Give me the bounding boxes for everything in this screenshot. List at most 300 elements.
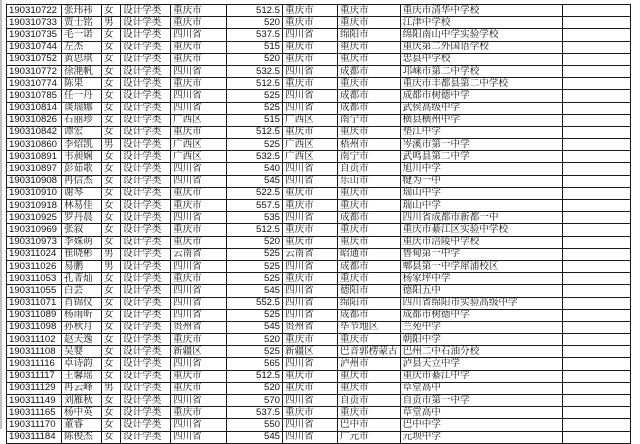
province-cell: 四川省 xyxy=(283,212,338,224)
school-name-cell: 重庆市綦江区实验中学校 xyxy=(400,224,562,236)
origin-province-cell: 重庆市 xyxy=(171,126,227,138)
city-cell: 成都市 xyxy=(338,309,401,321)
student-name-cell: 肖锦仪 xyxy=(62,297,102,309)
school-name-cell: 重庆第二外国语学校 xyxy=(400,41,562,53)
empty-cell xyxy=(562,200,630,212)
school-name-cell: 杨家坪中学 xyxy=(400,273,562,285)
student-id-cell: 190310814 xyxy=(7,102,62,114)
table-row xyxy=(7,151,631,163)
school-name-cell: 忠县中学校 xyxy=(400,53,562,65)
origin-province-cell: 重庆市 xyxy=(171,41,227,53)
origin-province-cell: 重庆市 xyxy=(171,382,227,394)
score-cell: 520 xyxy=(227,382,283,394)
score-cell: 537.5 xyxy=(227,29,283,41)
origin-province-cell: 四川省 xyxy=(171,419,227,431)
province-cell: 重庆市 xyxy=(283,273,338,285)
school-name-cell: 重庆市綦江中学 xyxy=(400,370,562,382)
student-id-cell: 190310918 xyxy=(7,200,62,212)
gender-cell: 女 xyxy=(102,41,121,53)
empty-cell xyxy=(562,382,630,394)
gender-cell: 女 xyxy=(102,370,121,382)
table-row xyxy=(7,53,631,65)
origin-province-cell: 重庆市 xyxy=(171,236,227,248)
empty-cell xyxy=(562,321,630,333)
student-id-cell: 190310735 xyxy=(7,29,62,41)
empty-cell xyxy=(562,273,630,285)
table-row xyxy=(7,358,631,370)
admission-roster-table xyxy=(6,4,631,444)
city-cell: 成都市 xyxy=(338,212,401,224)
table-row xyxy=(7,114,631,126)
score-cell: 565 xyxy=(227,358,283,370)
student-id-cell: 190310785 xyxy=(7,90,62,102)
province-cell: 贵州省 xyxy=(283,321,338,333)
province-cell: 重庆市 xyxy=(283,53,338,65)
empty-cell xyxy=(562,358,630,370)
table-row xyxy=(7,200,631,212)
student-id-cell: 190310908 xyxy=(7,175,62,187)
origin-province-cell: 重庆市 xyxy=(171,78,227,90)
origin-province-cell: 重庆市 xyxy=(171,5,227,17)
student-name-cell: 谭宏 xyxy=(62,126,102,138)
school-name-cell: 郫县第一中学犀浦校区 xyxy=(400,260,562,272)
city-cell: 重庆市 xyxy=(338,78,401,90)
major-category-cell: 设计学类 xyxy=(121,114,171,126)
origin-province-cell: 四川省 xyxy=(171,102,227,114)
student-id-cell: 190311026 xyxy=(7,260,62,272)
score-cell: 532.5 xyxy=(227,151,283,163)
empty-cell xyxy=(562,78,630,90)
origin-province-cell: 四川省 xyxy=(171,285,227,297)
major-category-cell: 设计学类 xyxy=(121,53,171,65)
province-cell: 重庆市 xyxy=(283,236,338,248)
school-name-cell: 成都市树德中学 xyxy=(400,309,562,321)
gender-cell: 女 xyxy=(102,78,121,90)
score-cell: 525 xyxy=(227,346,283,358)
empty-cell xyxy=(562,309,630,321)
student-name-cell: 陈俊杰 xyxy=(62,431,102,443)
empty-cell xyxy=(562,114,630,126)
city-cell: 德阳市 xyxy=(338,285,401,297)
province-cell: 四川省 xyxy=(283,90,338,102)
student-id-cell: 190310973 xyxy=(7,236,62,248)
province-cell: 重庆市 xyxy=(283,382,338,394)
table-row xyxy=(7,382,631,394)
origin-province-cell: 新疆区 xyxy=(171,346,227,358)
student-name-cell: 白芸 xyxy=(62,285,102,297)
province-cell: 四川省 xyxy=(283,431,338,443)
gender-cell: 女 xyxy=(102,5,121,17)
student-name-cell: 石丽珍 xyxy=(62,114,102,126)
major-category-cell: 设计学类 xyxy=(121,407,171,419)
empty-cell xyxy=(562,419,630,431)
origin-province-cell: 重庆市 xyxy=(171,224,227,236)
score-cell: 540 xyxy=(227,163,283,175)
gender-cell: 女 xyxy=(102,224,121,236)
school-name-cell: 四川省绵阳市实验高级中学 xyxy=(400,297,562,309)
origin-province-cell: 重庆市 xyxy=(171,334,227,346)
student-name-cell: 张玮祎 xyxy=(62,5,102,17)
table-row xyxy=(7,29,631,41)
score-cell: 520 xyxy=(227,17,283,29)
school-name-cell: 德阳五中 xyxy=(400,285,562,297)
city-cell: 重庆市 xyxy=(338,370,401,382)
empty-cell xyxy=(562,334,630,346)
score-cell: 535 xyxy=(227,212,283,224)
school-name-cell: 自贡市第一中学 xyxy=(400,395,562,407)
origin-province-cell: 四川省 xyxy=(171,358,227,370)
school-name-cell: 重庆市清华中学校 xyxy=(400,5,562,17)
gender-cell: 女 xyxy=(102,309,121,321)
province-cell: 重庆市 xyxy=(283,370,338,382)
student-name-cell: 孙秋月 xyxy=(62,321,102,333)
table-row xyxy=(7,187,631,199)
table-row xyxy=(7,90,631,102)
student-name-cell: 孔菁灿 xyxy=(62,273,102,285)
student-id-cell: 190311053 xyxy=(7,273,62,285)
province-cell: 重庆市 xyxy=(283,407,338,419)
table-row xyxy=(7,419,631,431)
student-name-cell: 吴婴 xyxy=(62,346,102,358)
major-category-cell: 设计学类 xyxy=(121,139,171,151)
province-cell: 重庆市 xyxy=(283,126,338,138)
origin-province-cell: 四川省 xyxy=(171,260,227,272)
province-cell: 重庆市 xyxy=(283,224,338,236)
table-row xyxy=(7,321,631,333)
province-cell: 四川省 xyxy=(283,309,338,321)
student-name-cell: 董睿 xyxy=(62,419,102,431)
gender-cell: 女 xyxy=(102,65,121,77)
school-name-cell: 泸县天立中学 xyxy=(400,358,562,370)
score-cell: 525 xyxy=(227,273,283,285)
score-cell: 512.5 xyxy=(227,370,283,382)
major-category-cell: 设计学类 xyxy=(121,163,171,175)
gender-cell: 女 xyxy=(102,126,121,138)
table-row xyxy=(7,407,631,419)
gender-cell: 女 xyxy=(102,187,121,199)
major-category-cell: 设计学类 xyxy=(121,212,171,224)
city-cell: 成都市 xyxy=(338,102,401,114)
province-cell: 广西区 xyxy=(283,114,338,126)
student-id-cell: 190311071 xyxy=(7,297,62,309)
gender-cell: 女 xyxy=(102,273,121,285)
student-name-cell: 韦昶娴 xyxy=(62,151,102,163)
city-cell: 自贡市 xyxy=(338,163,401,175)
score-cell: 525 xyxy=(227,90,283,102)
province-cell: 四川省 xyxy=(283,29,338,41)
city-cell: 重庆市 xyxy=(338,41,401,53)
empty-cell xyxy=(562,407,630,419)
student-name-cell: 谈瑞娜 xyxy=(62,102,102,114)
table-row xyxy=(7,5,631,17)
empty-cell xyxy=(562,212,630,224)
major-category-cell: 设计学类 xyxy=(121,358,171,370)
empty-cell xyxy=(562,29,630,41)
city-cell: 南宁市 xyxy=(338,114,401,126)
student-id-cell: 190310891 xyxy=(7,151,62,163)
origin-province-cell: 广西区 xyxy=(171,139,227,151)
gender-cell: 女 xyxy=(102,395,121,407)
province-cell: 重庆市 xyxy=(283,334,338,346)
origin-province-cell: 广西区 xyxy=(171,151,227,163)
student-id-cell: 190310842 xyxy=(7,126,62,138)
score-cell: 525 xyxy=(227,260,283,272)
school-name-cell: 垫江中学 xyxy=(400,126,562,138)
empty-cell xyxy=(562,431,630,443)
score-cell: 525 xyxy=(227,248,283,260)
student-id-cell: 190310752 xyxy=(7,53,62,65)
school-name-cell: 元坝中学 xyxy=(400,431,562,443)
major-category-cell: 设计学类 xyxy=(121,126,171,138)
table-row xyxy=(7,163,631,175)
origin-province-cell: 四川省 xyxy=(171,163,227,175)
school-name-cell: 绵阳南山中学实验学校 xyxy=(400,29,562,41)
empty-cell xyxy=(562,126,630,138)
student-id-cell: 190310826 xyxy=(7,114,62,126)
empty-cell xyxy=(562,90,630,102)
city-cell: 重庆市 xyxy=(338,17,401,29)
student-name-cell: 毛一诺 xyxy=(62,29,102,41)
table-row xyxy=(7,78,631,90)
province-cell: 重庆市 xyxy=(283,17,338,29)
student-id-cell: 190311184 xyxy=(7,431,62,443)
score-cell: 520 xyxy=(227,53,283,65)
origin-province-cell: 四川省 xyxy=(171,175,227,187)
table-row xyxy=(7,17,631,29)
school-name-cell: 瑞山中学 xyxy=(400,200,562,212)
gender-cell: 女 xyxy=(102,407,121,419)
student-name-cell: 彭茹歌 xyxy=(62,163,102,175)
table-row xyxy=(7,224,631,236)
score-cell: 570 xyxy=(227,395,283,407)
empty-cell xyxy=(562,102,630,114)
origin-province-cell: 四川省 xyxy=(171,309,227,321)
province-cell: 四川省 xyxy=(283,102,338,114)
province-cell: 重庆市 xyxy=(283,41,338,53)
school-name-cell: 巴州二中石油分校 xyxy=(400,346,562,358)
student-name-cell: 贾士铭 xyxy=(62,17,102,29)
province-cell: 四川省 xyxy=(283,260,338,272)
student-id-cell: 190311170 xyxy=(7,419,62,431)
province-cell: 四川省 xyxy=(283,285,338,297)
score-cell: 525 xyxy=(227,309,283,321)
student-id-cell: 190311116 xyxy=(7,358,62,370)
student-name-cell: 林易佳 xyxy=(62,200,102,212)
major-category-cell: 设计学类 xyxy=(121,248,171,260)
province-cell: 四川省 xyxy=(283,163,338,175)
major-category-cell: 设计学类 xyxy=(121,151,171,163)
origin-province-cell: 云南省 xyxy=(171,248,227,260)
province-cell: 重庆市 xyxy=(283,200,338,212)
student-id-cell: 190311117 xyxy=(7,370,62,382)
empty-cell xyxy=(562,53,630,65)
score-cell: 512.5 xyxy=(227,78,283,90)
city-cell: 重庆市 xyxy=(338,224,401,236)
table-row xyxy=(7,248,631,260)
empty-cell xyxy=(562,395,630,407)
empty-cell xyxy=(562,370,630,382)
empty-cell xyxy=(562,41,630,53)
school-name-cell: 重庆市涪陵中学校 xyxy=(400,236,562,248)
origin-province-cell: 四川省 xyxy=(171,297,227,309)
gender-cell: 女 xyxy=(102,236,121,248)
city-cell: 重庆市 xyxy=(338,273,401,285)
student-name-cell: 李炤凯 xyxy=(62,139,102,151)
student-id-cell: 190311055 xyxy=(7,285,62,297)
page-edge xyxy=(0,0,2,429)
school-name-cell: 四川省成都市新都一中 xyxy=(400,212,562,224)
score-cell: 515 xyxy=(227,114,283,126)
gender-cell: 女 xyxy=(102,346,121,358)
table-row xyxy=(7,309,631,321)
gender-cell: 女 xyxy=(102,321,121,333)
origin-province-cell: 四川省 xyxy=(171,212,227,224)
gender-cell: 女 xyxy=(102,175,121,187)
province-cell: 重庆市 xyxy=(283,187,338,199)
city-cell: 昭通市 xyxy=(338,248,401,260)
student-name-cell: 杨雨昕 xyxy=(62,309,102,321)
city-cell: 乐山市 xyxy=(338,175,401,187)
student-id-cell: 190311149 xyxy=(7,395,62,407)
student-id-cell: 190310772 xyxy=(7,65,62,77)
table-row xyxy=(7,297,631,309)
gender-cell: 女 xyxy=(102,285,121,297)
school-name-cell: 重庆市丰都县第二中学校 xyxy=(400,78,562,90)
student-name-cell: 崔晓彬 xyxy=(62,248,102,260)
city-cell: 巴音郭楞蒙古 xyxy=(338,346,401,358)
province-cell: 云南省 xyxy=(283,248,338,260)
empty-cell xyxy=(562,248,630,260)
empty-cell xyxy=(562,5,630,17)
gender-cell: 女 xyxy=(102,53,121,65)
origin-province-cell: 四川省 xyxy=(171,395,227,407)
major-category-cell: 设计学类 xyxy=(121,5,171,17)
empty-cell xyxy=(562,65,630,77)
student-name-cell: 冉信杰 xyxy=(62,175,102,187)
student-id-cell: 190310722 xyxy=(7,5,62,17)
origin-province-cell: 重庆市 xyxy=(171,200,227,212)
empty-cell xyxy=(562,187,630,199)
gender-cell: 女 xyxy=(102,358,121,370)
student-name-cell: 罗丹晨 xyxy=(62,212,102,224)
student-name-cell: 黄思琪 xyxy=(62,53,102,65)
score-cell: 520 xyxy=(227,236,283,248)
empty-cell xyxy=(562,346,630,358)
table-row xyxy=(7,285,631,297)
school-name-cell: 朝阳中学 xyxy=(400,334,562,346)
empty-cell xyxy=(562,236,630,248)
empty-cell xyxy=(562,175,630,187)
student-id-cell: 190310860 xyxy=(7,139,62,151)
province-cell: 广西区 xyxy=(283,151,338,163)
school-name-cell: 成都市树德中学 xyxy=(400,90,562,102)
school-name-cell: 犍为一中 xyxy=(400,175,562,187)
city-cell: 重庆市 xyxy=(338,53,401,65)
score-cell: 532.5 xyxy=(227,65,283,77)
city-cell: 重庆市 xyxy=(338,334,401,346)
school-name-cell: 横县横州中学 xyxy=(400,114,562,126)
major-category-cell: 设计学类 xyxy=(121,29,171,41)
empty-cell xyxy=(562,139,630,151)
score-cell: 545 xyxy=(227,175,283,187)
major-category-cell: 设计学类 xyxy=(121,65,171,77)
city-cell: 南宁市 xyxy=(338,151,401,163)
major-category-cell: 设计学类 xyxy=(121,321,171,333)
score-cell: 545 xyxy=(227,321,283,333)
city-cell: 绵阳市 xyxy=(338,29,401,41)
major-category-cell: 设计学类 xyxy=(121,431,171,443)
school-name-cell: 鲁甸第一中学 xyxy=(400,248,562,260)
score-cell: 545 xyxy=(227,431,283,443)
city-cell: 毕节地区 xyxy=(338,321,401,333)
student-id-cell: 190311102 xyxy=(7,334,62,346)
major-category-cell: 设计学类 xyxy=(121,236,171,248)
major-category-cell: 设计学类 xyxy=(121,419,171,431)
major-category-cell: 设计学类 xyxy=(121,200,171,212)
table-row xyxy=(7,273,631,285)
city-cell: 自贡市 xyxy=(338,395,401,407)
gender-cell: 女 xyxy=(102,212,121,224)
table-row xyxy=(7,431,631,443)
city-cell: 成都市 xyxy=(338,260,401,272)
score-cell: 537.5 xyxy=(227,407,283,419)
student-name-cell: 陈果 xyxy=(62,78,102,90)
major-category-cell: 设计学类 xyxy=(121,395,171,407)
table-row xyxy=(7,126,631,138)
origin-province-cell: 重庆市 xyxy=(171,17,227,29)
major-category-cell: 设计学类 xyxy=(121,334,171,346)
city-cell: 重庆市 xyxy=(338,126,401,138)
table-row xyxy=(7,212,631,224)
gender-cell: 男 xyxy=(102,139,121,151)
major-category-cell: 设计学类 xyxy=(121,187,171,199)
major-category-cell: 设计学类 xyxy=(121,370,171,382)
empty-cell xyxy=(562,260,630,272)
major-category-cell: 设计学类 xyxy=(121,102,171,114)
origin-province-cell: 四川省 xyxy=(171,90,227,102)
student-id-cell: 190310910 xyxy=(7,187,62,199)
school-name-cell: 邛崃市第二中学校 xyxy=(400,65,562,77)
gender-cell: 女 xyxy=(102,90,121,102)
origin-province-cell: 重庆市 xyxy=(171,187,227,199)
origin-province-cell: 四川省 xyxy=(171,431,227,443)
school-name-cell: 武侯高级中学 xyxy=(400,102,562,114)
score-cell: 545 xyxy=(227,285,283,297)
province-cell: 四川省 xyxy=(283,175,338,187)
student-name-cell: 徐滟帆 xyxy=(62,65,102,77)
table-row xyxy=(7,334,631,346)
major-category-cell: 设计学类 xyxy=(121,260,171,272)
major-category-cell: 设计学类 xyxy=(121,17,171,29)
student-name-cell: 左杰 xyxy=(62,41,102,53)
origin-province-cell: 重庆市 xyxy=(171,273,227,285)
major-category-cell: 设计学类 xyxy=(121,90,171,102)
major-category-cell: 设计学类 xyxy=(121,41,171,53)
province-cell: 四川省 xyxy=(283,65,338,77)
score-cell: 520 xyxy=(227,334,283,346)
table-row xyxy=(7,370,631,382)
major-category-cell: 设计学类 xyxy=(121,224,171,236)
student-id-cell: 190311024 xyxy=(7,248,62,260)
student-id-cell: 190311165 xyxy=(7,407,62,419)
major-category-cell: 设计学类 xyxy=(121,346,171,358)
gender-cell: 女 xyxy=(102,163,121,175)
student-name-cell: 赵天逸 xyxy=(62,334,102,346)
gender-cell: 女 xyxy=(102,297,121,309)
gender-cell: 男 xyxy=(102,248,121,260)
score-cell: 515 xyxy=(227,41,283,53)
table-row xyxy=(7,102,631,114)
